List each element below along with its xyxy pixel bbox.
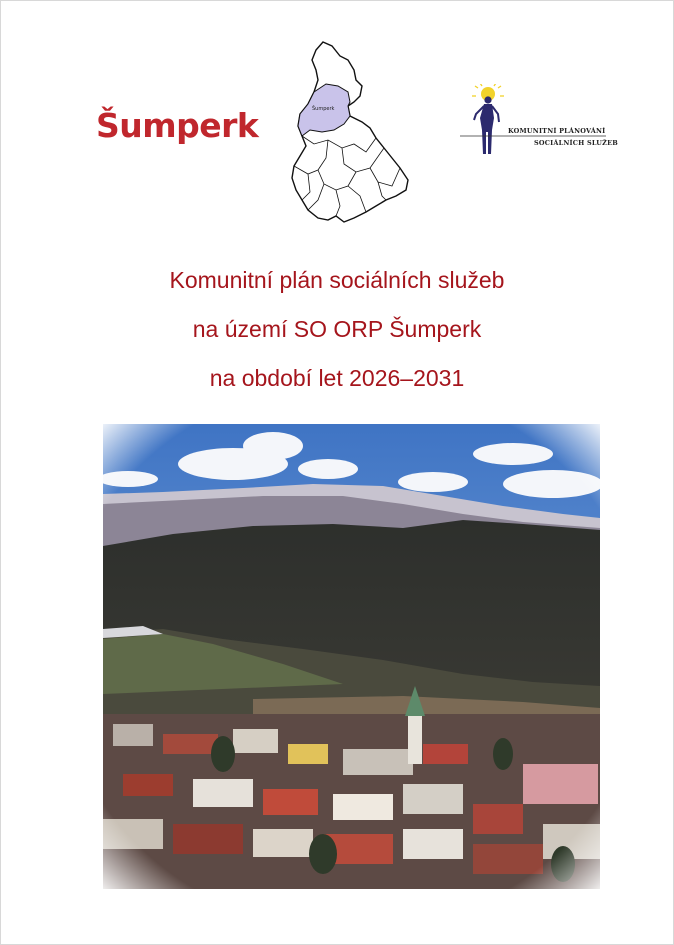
sumperk-logo-text: Šumperk [96,106,259,145]
kps-logo [460,84,610,160]
region-map-icon [288,40,414,224]
map-label: Šumperk [312,106,335,112]
title-line-2: na území SO ORP Šumperk [192,316,482,342]
kps-line1: KOMUNITNÍ PLÁNOVÁNÍ [508,127,606,135]
sumperk-logo [96,106,258,145]
title-line-3: na období let 2026–2031 [209,365,465,391]
person-with-sun-icon [472,84,504,154]
kps-line2: SOCIÁLNÍCH SLUŽEB [534,139,618,147]
title-line-1: Komunitní plán sociálních služeb [169,267,505,293]
document-title [0,256,674,403]
town-landscape-photo [103,424,600,889]
